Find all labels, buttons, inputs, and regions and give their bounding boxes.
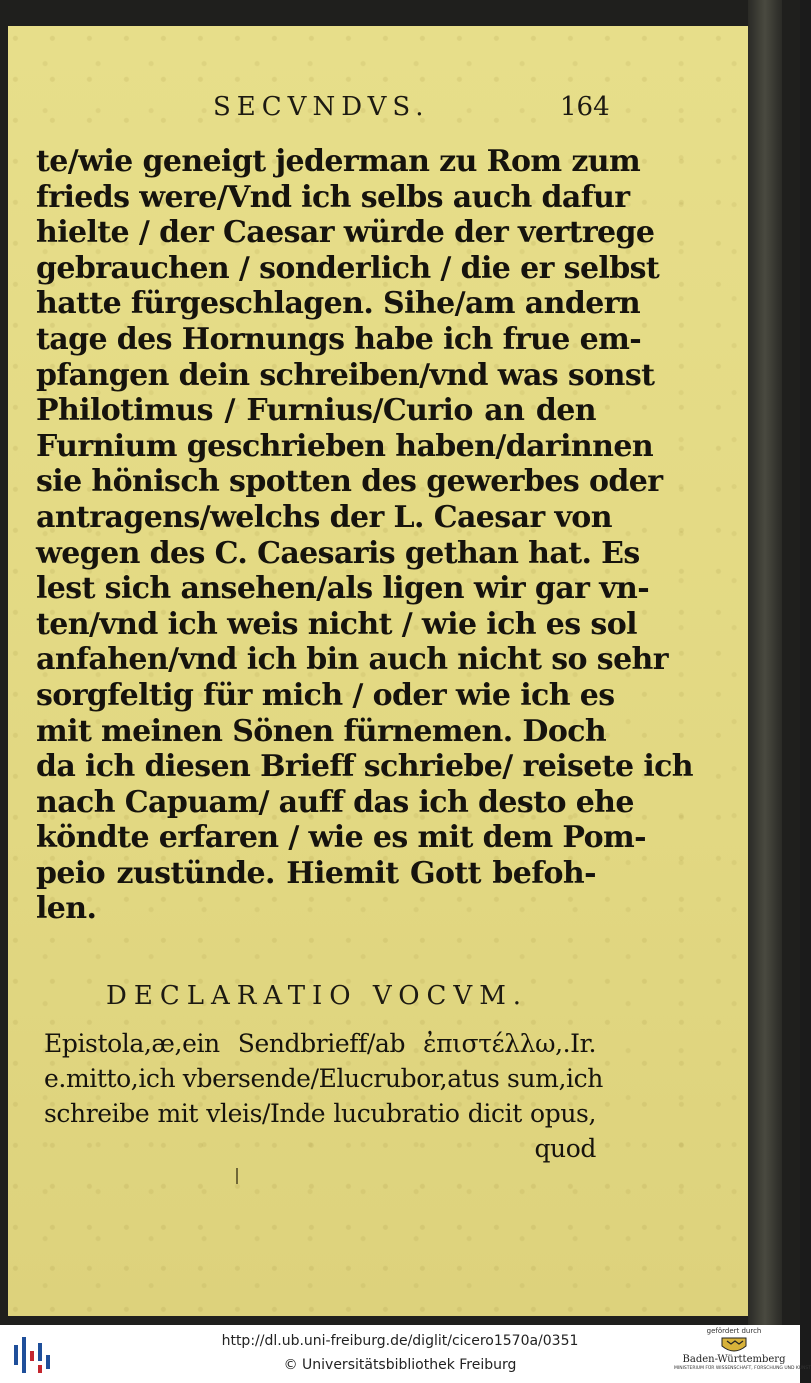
text-line: hielte / der Caesar würde der vertrege [36,215,655,251]
text-line: Furnium geschrieben haben/darinnen [36,428,654,464]
sponsor-subtitle: MINISTERIUM FÜR WISSENSCHAFT, FORSCHUNG UND KUNST [674,1366,811,1371]
text-line: sie hönisch spotten des gewerbes oder [36,464,663,500]
text-line: gebrauchen / sonderlich / die er selbst [36,250,660,286]
page-number: 164 [560,92,610,122]
text-line: anfahen/vnd ich bin auch nicht so sehr [36,642,668,678]
text-line: Philotimus / Furnius/Curio an den [36,393,596,429]
text-line: ten/vnd ich weis nicht / wie ich es sol [36,606,637,642]
text-line: wegen des C. Caesaris gethan hat. Es [36,535,640,571]
text-line: köndte erfaren / wie es mit dem Pom- [36,820,646,856]
text-line: sorgfeltig für mich / oder wie ich es [36,677,615,713]
text-line: hatte fürgeschlagen. Sihe/am andern [36,286,641,322]
text-line: mit meinen Sönen fürnemen. Doch [36,713,607,749]
copyright-notice: © Universitätsbibliothek Freiburg [283,1357,517,1373]
book-page [8,26,774,1316]
gloss-line: Epistola,æ,ein Sendbrieff/ab ἐπιστέλλω,.Ir. [44,1029,596,1058]
book-spine-edge [748,0,782,1325]
gloss-text [44,1026,603,1166]
gloss-line: schreibe mit vleis/Inde lucubratio dicit opus, [44,1099,596,1128]
text-line: tage des Hornungs habe ich frue em- [36,321,642,357]
pencil-mark [236,1168,238,1184]
catchword: quod [534,1134,596,1163]
page-header [8,92,748,132]
viewer-footer [0,1325,811,1383]
running-title: SECVNDVS. [213,92,430,122]
permalink-url[interactable]: http://dl.ub.uni-freiburg.de/diglit/cicero1570a/0351 [221,1333,579,1349]
gloss-line: e.mitto,ich vbersende/Elucrubor,atus sum,ich [44,1064,603,1093]
text-line: antragens/welchs der L. Caesar von [36,499,612,535]
section-heading: DECLARATIO VOCVM. [106,981,529,1011]
text-line: nach Capuam/ auff das ich desto ehe [36,784,634,820]
sponsor-block [674,1327,811,1381]
text-line: peio zustünde. Hiemit Gott befoh- [36,855,596,891]
text-line: lest sich ansehen/als ligen wir gar vn- [36,571,650,607]
body-text [36,144,694,927]
sponsor-name: Baden-Württemberg [682,1354,786,1365]
text-line: pfangen dein schreiben/vnd was sonst [36,357,655,393]
text-line: frieds were/Vnd ich selbs auch dafur [36,179,630,215]
text-line-last: len. [36,891,97,927]
state-crest-icon [717,1336,751,1354]
sponsor-note: gefördert durch [706,1327,762,1335]
text-line: da ich diesen Brieff schriebe/ reisete ich [36,749,694,785]
text-line: te/wie geneigt jederman zu Rom zum [36,144,641,179]
